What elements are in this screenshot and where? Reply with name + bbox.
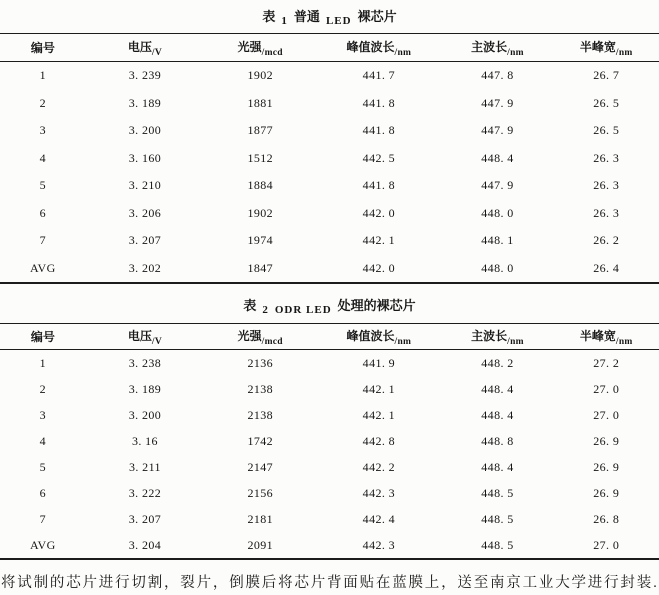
column-header-unit: /nm	[394, 47, 412, 58]
table-cell: 3. 207	[128, 233, 162, 248]
table-cell: 7	[39, 511, 47, 526]
table-cell: 3. 211	[128, 459, 161, 474]
table-cell: 4	[39, 150, 47, 165]
table-cell: 26. 7	[593, 68, 620, 83]
table-row	[0, 117, 659, 145]
table-cell: 448. 2	[481, 355, 514, 370]
caption-text-segment: 裸芯片	[357, 9, 397, 24]
table-cell: 1974	[247, 233, 274, 248]
table-cell: 2181	[247, 511, 274, 526]
table-cell: 3. 200	[128, 123, 162, 138]
caption-text-segment: 表	[243, 298, 257, 313]
table-cell: 441. 8	[362, 123, 396, 138]
table-cell: AVG	[30, 537, 56, 552]
column-header-label: 主波长	[471, 39, 508, 54]
table-cell: 26. 5	[593, 95, 620, 110]
table-cell: 441. 8	[362, 95, 396, 110]
column-header-label: 编号	[30, 41, 55, 55]
caption-text-segment: 表	[262, 9, 276, 24]
table-row	[0, 454, 659, 480]
column-header-unit: /mcd	[261, 47, 283, 58]
caption-latin-segment: ODR LED	[274, 303, 332, 316]
table-cell: 1902	[247, 68, 274, 83]
table-cell: 26. 9	[593, 433, 620, 448]
column-header	[441, 34, 553, 62]
table-cell: 2147	[247, 459, 274, 474]
table-cell: 3	[39, 123, 47, 138]
header-row	[0, 34, 659, 62]
table-cell: 3. 238	[128, 355, 162, 370]
table-cell: 447. 9	[481, 123, 514, 138]
caption-text-segment: 处理的裸芯片	[337, 298, 416, 313]
table-row	[0, 428, 659, 454]
table-row	[0, 145, 659, 173]
table-cell: 1512	[247, 150, 274, 165]
table-cell: 448. 8	[481, 433, 514, 448]
table-cell: 1847	[247, 260, 274, 275]
table-row	[0, 350, 659, 377]
table-cell: 27. 2	[593, 355, 620, 370]
table-cell: 3. 222	[128, 485, 162, 500]
table-cell: 448. 4	[481, 407, 514, 422]
table-cell: 3. 160	[128, 150, 162, 165]
table-cell: 26. 4	[593, 260, 620, 275]
table-cell: 5	[39, 178, 47, 193]
table-cell: 3. 239	[128, 68, 162, 83]
table-cell: 2	[39, 381, 47, 396]
table-cell: 448. 0	[481, 205, 514, 220]
table-cell: 26. 2	[593, 233, 620, 248]
table-cell: 4	[39, 433, 47, 448]
table-cell: 6	[39, 205, 47, 220]
column-header-unit: /V	[151, 47, 163, 58]
table-row	[0, 480, 659, 506]
table-cell: 447. 9	[481, 95, 514, 110]
table-cell: 26. 9	[593, 485, 620, 500]
column-header	[0, 34, 86, 62]
column-header	[441, 324, 553, 350]
caption-text-segment: 普通	[293, 9, 320, 24]
table-cell: 448. 5	[481, 511, 514, 526]
column-header-label: 半峰宽	[579, 39, 616, 54]
table-row	[0, 227, 659, 255]
table-cell: 447. 9	[481, 178, 514, 193]
table-cell: 442. 1	[362, 381, 396, 396]
table2-caption	[0, 297, 659, 316]
table-cell: 3. 206	[128, 205, 162, 220]
table-cell: 442. 8	[362, 433, 396, 448]
table-cell: 26. 3	[593, 178, 620, 193]
table-cell: 442. 3	[362, 485, 396, 500]
column-header-unit: /mcd	[261, 336, 283, 347]
table-cell: 3. 207	[128, 511, 162, 526]
table-cell: 442. 0	[362, 205, 396, 220]
column-header-label: 电压	[127, 39, 152, 54]
table-cell: AVG	[30, 260, 56, 275]
table-cell: 27. 0	[593, 381, 620, 396]
table-cell: 441. 9	[362, 355, 396, 370]
caption-latin-segment: 1	[281, 14, 288, 27]
column-header	[554, 34, 659, 62]
table-cell: 1	[39, 355, 47, 370]
table-cell: 27. 0	[593, 537, 620, 552]
table-cell: 448. 4	[481, 459, 514, 474]
column-header-label: 半峰宽	[579, 328, 616, 343]
table-cell: 3. 202	[128, 260, 162, 275]
table-cell: 447. 8	[481, 68, 514, 83]
table-cell: 441. 8	[362, 178, 396, 193]
table-cell: 3. 204	[128, 537, 162, 552]
column-header-label: 电压	[127, 328, 152, 343]
table-row	[0, 255, 659, 284]
table-cell: 3	[39, 407, 47, 422]
table-cell: 2091	[247, 537, 274, 552]
table-cell: 441. 7	[362, 68, 396, 83]
table-cell: 442. 5	[362, 150, 396, 165]
table-row	[0, 62, 659, 90]
table-cell: 3. 210	[128, 178, 162, 193]
header-row	[0, 324, 659, 350]
table-row	[0, 90, 659, 118]
table-cell: 2	[39, 95, 47, 110]
column-header-unit: /nm	[394, 336, 412, 347]
column-header	[0, 324, 86, 350]
caption-latin-segment: LED	[325, 14, 352, 27]
table-cell: 448. 1	[481, 233, 514, 248]
table-cell: 3. 200	[128, 407, 162, 422]
table-cell: 27. 0	[593, 407, 620, 422]
body-text-left-column: 将试制的芯片进行切割，裂片，倒膜后将芯片	[1, 575, 327, 591]
table-cell: 2138	[247, 407, 274, 422]
column-header	[86, 324, 205, 350]
table-cell: 26. 3	[593, 205, 620, 220]
table1-ordinary-led	[0, 33, 659, 284]
table-cell: 26. 5	[593, 123, 620, 138]
column-header-label: 峰值波长	[346, 39, 395, 54]
table-cell: 448. 4	[481, 381, 514, 396]
table-row	[0, 172, 659, 200]
table-cell: 26. 9	[593, 459, 620, 474]
table-row	[0, 376, 659, 402]
column-header-label: 主波长	[471, 328, 508, 343]
table-cell: 6	[39, 485, 47, 500]
table-cell: 1902	[247, 205, 274, 220]
column-header-unit: /nm	[507, 47, 524, 58]
table-cell: 442. 4	[362, 511, 396, 526]
table-cell: 1884	[247, 178, 274, 193]
table1-caption	[0, 8, 659, 27]
table-cell: 442. 1	[362, 233, 396, 248]
column-header	[316, 324, 441, 350]
table-cell: 448. 5	[481, 537, 514, 552]
table-cell: 1742	[247, 433, 274, 448]
table-cell: 442. 0	[362, 260, 396, 275]
table-cell: 2156	[247, 485, 274, 500]
table-cell: 442. 2	[362, 459, 396, 474]
column-header-unit: /nm	[615, 336, 633, 347]
table-cell: 448. 5	[481, 485, 514, 500]
body-text	[0, 571, 659, 592]
table-cell: 448. 4	[481, 150, 514, 165]
table-cell: 5	[39, 459, 47, 474]
table2-odr-led	[0, 323, 659, 560]
table-cell: 442. 1	[362, 407, 396, 422]
caption-latin-segment: 2	[262, 303, 269, 316]
column-header	[554, 324, 659, 350]
table-cell: 3. 16	[131, 433, 158, 448]
column-header-label: 光强	[237, 39, 262, 54]
column-header-label: 峰值波长	[346, 328, 395, 343]
table-cell: 26. 3	[593, 150, 620, 165]
table-cell: 1881	[247, 95, 274, 110]
table-cell: 7	[39, 233, 47, 248]
column-header-unit: /V	[151, 336, 163, 347]
table-cell: 3. 189	[128, 381, 162, 396]
column-header-unit: /nm	[507, 336, 524, 347]
table-cell: 2138	[247, 381, 274, 396]
table-cell: 448. 0	[481, 260, 514, 275]
table-cell: 3. 189	[128, 95, 162, 110]
column-header	[86, 34, 205, 62]
table-row	[0, 402, 659, 428]
table-row	[0, 506, 659, 532]
body-text-right-column: 背面贴在蓝膜上，送至南京工业大学进行封装.	[327, 575, 659, 591]
column-header-label: 光强	[237, 328, 262, 343]
table-row	[0, 532, 659, 559]
column-header	[316, 34, 441, 62]
column-header-unit: /nm	[615, 47, 633, 58]
column-header-label: 编号	[30, 330, 55, 344]
column-header	[204, 34, 316, 62]
table-row	[0, 200, 659, 228]
table-cell: 1	[39, 68, 47, 83]
column-header	[204, 324, 316, 350]
table-cell: 2136	[247, 355, 274, 370]
table-cell: 442. 3	[362, 537, 396, 552]
table-cell: 1877	[247, 123, 274, 138]
table-cell: 26. 8	[593, 511, 620, 526]
